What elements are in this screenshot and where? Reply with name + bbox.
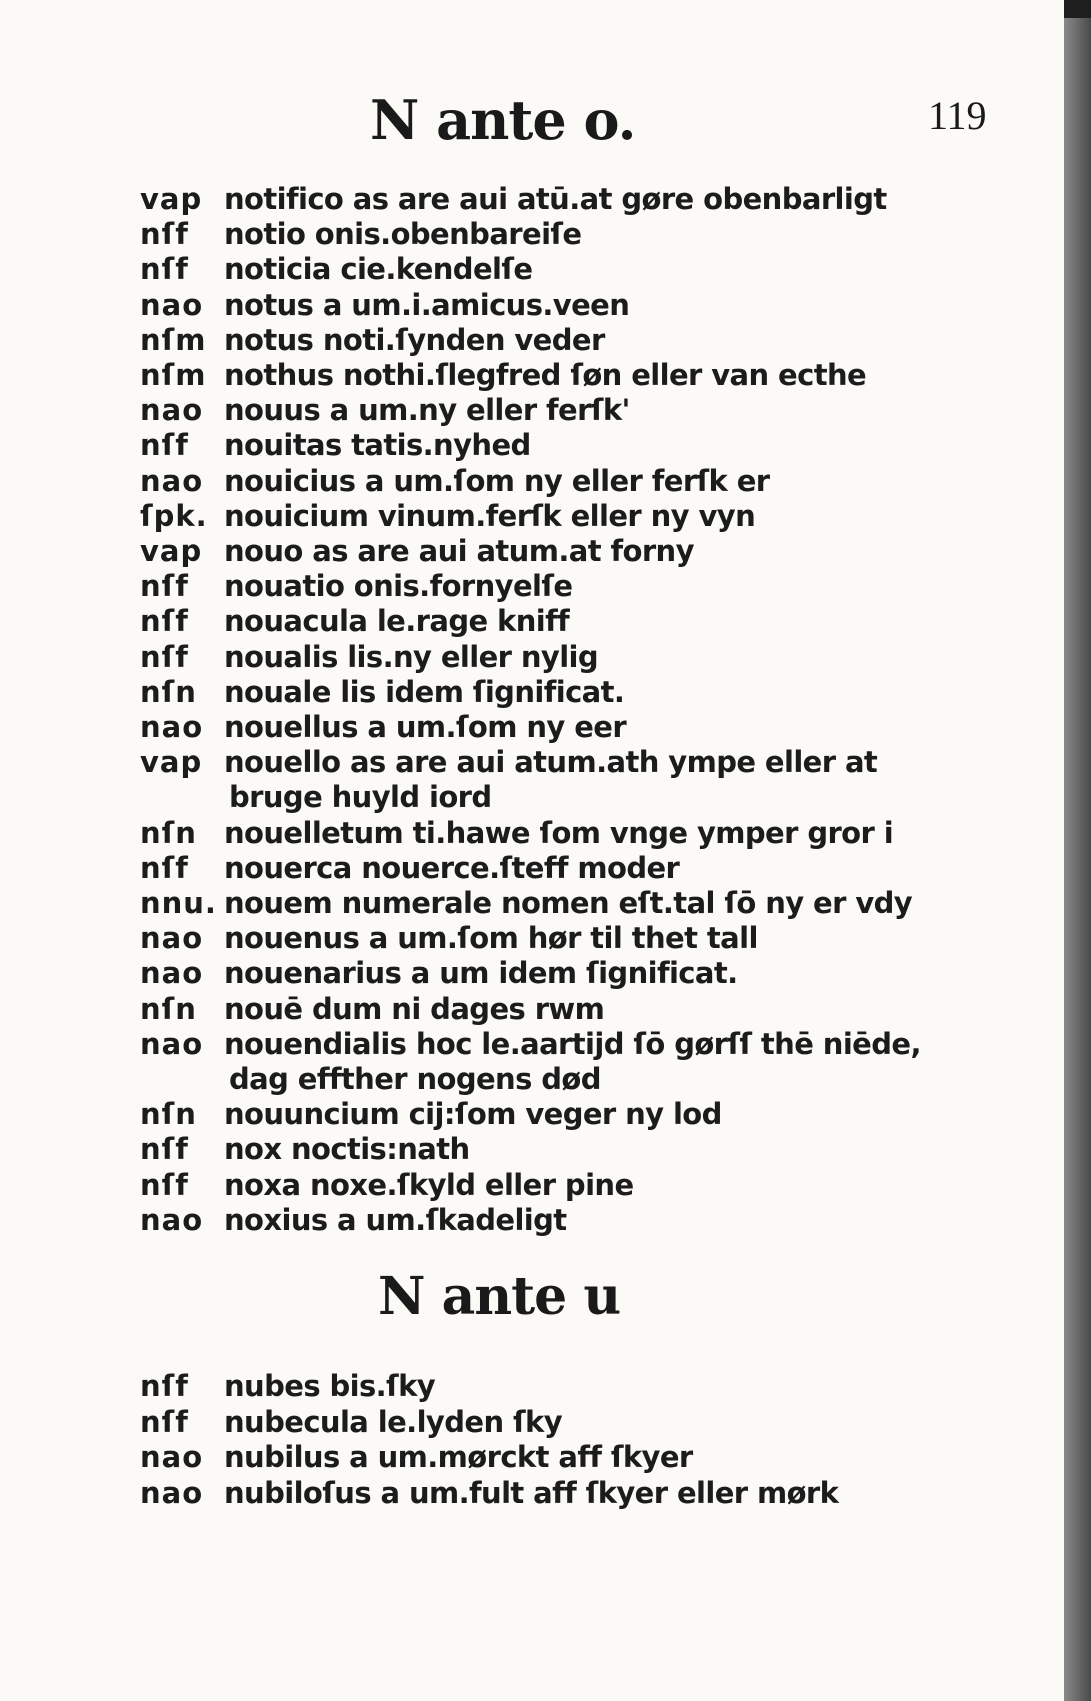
entry-grammar-code: nſf	[140, 850, 189, 885]
entry-definition: nouendialis hoc le.aartijd ſō gørſſ thē niēde,	[224, 1026, 921, 1061]
entry-grammar-code: nſf	[140, 428, 189, 463]
entry-grammar-code: nſn	[140, 815, 197, 850]
entry-grammar-code: nſf	[140, 217, 189, 252]
entry-grammar-code: nſn	[140, 674, 197, 709]
entry-definition: notus a um.i.amicus.veen	[224, 287, 630, 322]
entry-definition: dag effther nogens død	[229, 1062, 601, 1096]
section-heading-n-ante-o: N ante o.	[370, 88, 636, 152]
entry-grammar-code: nao	[140, 463, 204, 498]
entry-definition: bruge huyld iord	[229, 780, 492, 815]
entry-definition: nouenarius a um idem ſignificat.	[224, 956, 738, 991]
entry-definition: nubiloſus a um.fult aff ſkyer eller mørk	[224, 1475, 839, 1510]
section-heading-n-ante-u: N ante u	[378, 1266, 621, 1327]
entry-definition: nouenus a um.ſom hør til thet tall	[224, 921, 758, 956]
entry-definition: nouello as are aui atum.ath ympe eller at	[224, 745, 878, 780]
entry-grammar-code: nnu.	[140, 886, 217, 920]
entry-grammar-code: nſf	[140, 1369, 189, 1403]
entry-definition: nothus nothi.ſlegfred ſøn eller van ecthe	[224, 358, 867, 392]
entry-grammar-code: vap	[140, 745, 203, 780]
entry-definition: nouo as are aui atum.at forny	[224, 534, 694, 568]
entry-grammar-code: nſn	[140, 991, 197, 1026]
entry-definition: nouellus a um.ſom ny eer	[224, 710, 627, 744]
entry-grammar-code: nſn	[140, 1097, 197, 1132]
entry-definition: notifico as are aui atū.at gøre obenbarligt	[224, 182, 887, 216]
entry-definition: notio onis.obenbareiſe	[224, 217, 582, 252]
entry-grammar-code: nſf	[140, 252, 189, 287]
page-number: 119	[928, 93, 987, 138]
entry-definition: noticia cie.kendelſe	[224, 252, 533, 287]
entry-grammar-code: ſpk.	[140, 498, 208, 533]
entry-grammar-code: nſm	[140, 358, 207, 392]
entry-grammar-code: nao	[140, 710, 204, 744]
entry-definition: nouitas tatis.nyhed	[224, 428, 531, 463]
entry-grammar-code: nao	[140, 921, 204, 956]
entry-definition: nubecula le.lyden ſky	[224, 1404, 563, 1439]
entry-definition: nouale lis idem ſignificat.	[224, 674, 625, 709]
entry-grammar-code: vap	[140, 182, 203, 216]
entry-grammar-code: nſf	[140, 604, 189, 639]
entry-definition: nouerca nouerce.ſteff moder	[224, 850, 680, 885]
entry-grammar-code: nao	[140, 287, 204, 322]
entry-definition: notus noti.ſynden veder	[224, 322, 605, 357]
entry-grammar-code: nſf	[140, 1404, 189, 1439]
entry-grammar-code: nao	[140, 1475, 204, 1510]
entry-grammar-code: nao	[140, 1440, 204, 1474]
entry-definition: nouuncium cij:ſom veger ny lod	[224, 1097, 722, 1132]
entry-grammar-code: nſf	[140, 639, 189, 674]
entry-definition: nox noctis:nath	[224, 1132, 470, 1167]
entry-grammar-code: nſf	[140, 1167, 189, 1202]
entry-grammar-code: nſf	[140, 569, 189, 604]
entry-grammar-code: vap	[140, 534, 203, 568]
entry-definition: nouelletum ti.hawe ſom vnge ymper gror i	[224, 815, 894, 850]
entry-definition: nubilus a um.mørckt aff ſkyer	[224, 1440, 693, 1474]
entry-definition: noxius a um.ſkadeligt	[224, 1202, 567, 1237]
entry-definition: nouicium vinum.ferſk eller ny vyn	[224, 498, 756, 533]
entry-definition: noxa noxe.ſkyld eller pine	[224, 1167, 634, 1202]
entry-grammar-code: nao	[140, 1026, 204, 1061]
entry-definition: nouacula le.rage kniff	[224, 604, 570, 639]
entry-definition: nouicius a um.ſom ny eller ferſk er	[224, 463, 770, 498]
page-edge	[1064, 0, 1091, 1701]
entry-grammar-code: nao	[140, 393, 204, 428]
entry-definition: noualis lis.ny eller nylig	[224, 639, 599, 674]
entry-definition: nubes bis.ſky	[224, 1369, 436, 1403]
entry-definition: nouem numerale nomen eſt.tal ſō ny er vdy	[224, 886, 913, 920]
entry-grammar-code: nao	[140, 956, 204, 991]
entry-grammar-code: nao	[140, 1202, 204, 1237]
entry-definition: nouatio onis.fornyelſe	[224, 569, 573, 604]
entry-definition: nouus a um.ny eller ferſk'	[224, 393, 630, 428]
page-edge-shadow	[1064, 0, 1091, 18]
entry-grammar-code: nſf	[140, 1132, 189, 1167]
entry-grammar-code: nſm	[140, 322, 207, 357]
entry-definition: nouē dum ni dages rwm	[224, 991, 605, 1026]
